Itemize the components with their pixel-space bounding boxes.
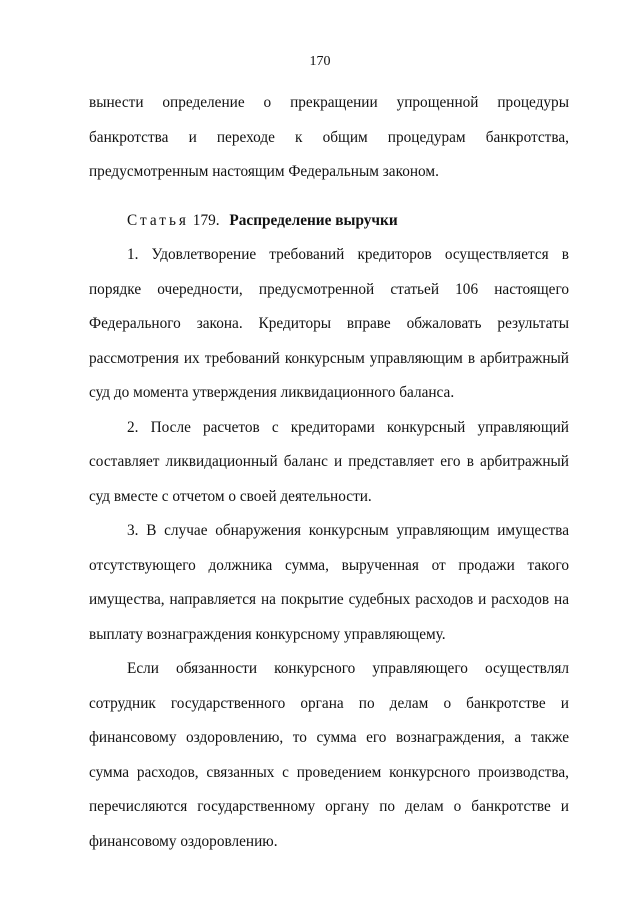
paragraph-1: 1. Удовлетворение требований кредиторов осуществляется в порядке очередности, предусмотренной статьей 106 настоящего Федерального закона. Кредиторы вправе обжаловать результаты рассмотрения их требований конкурсным управляющим в арбитражный суд до момента утверждения ликвидационного баланса. [89,246,569,401]
article-label: Статья [127,211,189,229]
document-body [89,86,569,859]
paragraph-2: 2. После расчетов с кредиторами конкурсный управляющий составляет ликвидационный баланс и представляет его в арбитражный суд вместе с отчетом о своей деятельности. [89,418,569,505]
paragraph-4: Если обязанности конкурсного управляющего осуществлял сотрудник государственного органа по делам о банкротстве и финансовому оздоровлению, то сумма его вознаграждения, а также сумма расходов, связанных с проведением конкурсного производства, перечисляются государственному органу по делам о банкротстве и финансовому оздоровлению. [89,660,569,850]
continuation-paragraph: вынести определение о прекращении упрощенной процедуры банкротства и переходе к общим процедурам банкротства, предусмотренным настоящим Федеральным законом. [89,94,569,180]
article-title: Распределение выручки [229,211,398,229]
article-number: 179. [192,211,220,229]
article-heading [89,190,569,239]
page-number: 170 [309,54,331,69]
paragraph-3: 3. В случае обнаружения конкурсным управляющим имущества отсутствующего должника сумма, вырученная от продажи такого имущества, направляется на покрытие судебных расходов и расходов на выплату вознаграждения конкурсному управляющему. [89,522,569,643]
